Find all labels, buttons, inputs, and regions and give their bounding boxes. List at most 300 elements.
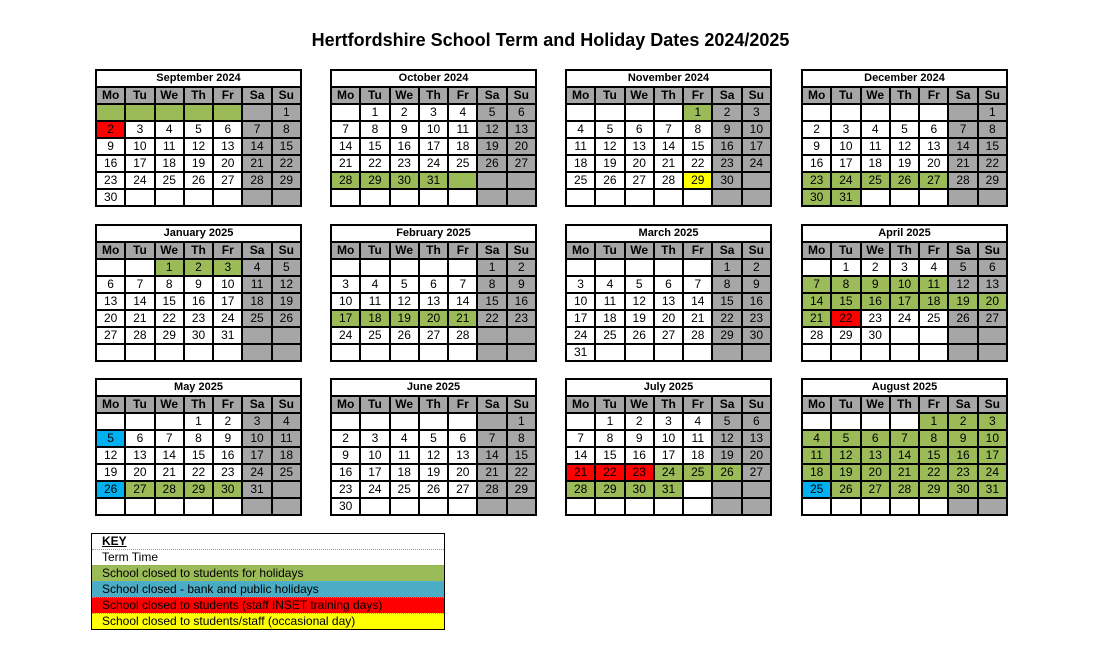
- weekday-header: Th: [891, 397, 918, 412]
- day-cell: 13: [449, 448, 476, 463]
- weekday-header: Th: [185, 243, 212, 258]
- day-cell: 27: [655, 328, 682, 343]
- day-cell: 19: [478, 139, 505, 154]
- weekday-header: Su: [743, 243, 770, 258]
- empty-cell: [949, 499, 976, 514]
- empty-cell: [949, 190, 976, 205]
- empty-cell: [243, 105, 270, 120]
- day-cell: 25: [920, 311, 947, 326]
- day-cell: 24: [832, 173, 859, 188]
- day-cell: 14: [156, 448, 183, 463]
- day-cell: 22: [979, 156, 1006, 171]
- empty-cell: [743, 173, 770, 188]
- day-cell: 2: [626, 414, 653, 429]
- day-cell: 24: [420, 156, 447, 171]
- day-cell: 26: [97, 482, 124, 497]
- empty-cell: [832, 499, 859, 514]
- day-cell: 5: [391, 277, 418, 292]
- day-cell: 18: [803, 465, 830, 480]
- key-item-holidays: School closed to students for holidays: [92, 565, 444, 581]
- empty-cell: [743, 482, 770, 497]
- day-cell: 29: [713, 328, 740, 343]
- day-cell: 26: [420, 482, 447, 497]
- empty-cell: [361, 345, 388, 360]
- weekday-header: Fr: [684, 243, 711, 258]
- day-cell: 12: [626, 294, 653, 309]
- day-cell: 23: [97, 173, 124, 188]
- empty-cell: [449, 260, 476, 275]
- day-cell: 6: [420, 277, 447, 292]
- weekday-header: Tu: [126, 88, 153, 103]
- empty-cell: [596, 105, 623, 120]
- day-cell: 24: [214, 311, 241, 326]
- day-cell: 22: [273, 156, 300, 171]
- day-cell: 12: [596, 139, 623, 154]
- day-cell: 5: [185, 122, 212, 137]
- day-cell: 14: [449, 294, 476, 309]
- day-cell: 14: [126, 294, 153, 309]
- day-cell: 21: [449, 311, 476, 326]
- weekday-header: Sa: [949, 243, 976, 258]
- empty-cell: [449, 190, 476, 205]
- day-cell: 7: [949, 122, 976, 137]
- day-cell: 23: [743, 311, 770, 326]
- day-cell: 8: [713, 277, 740, 292]
- empty-cell: [832, 414, 859, 429]
- day-cell: 1: [920, 414, 947, 429]
- day-cell: 19: [949, 294, 976, 309]
- weekday-header: Sa: [713, 243, 740, 258]
- day-cell: 8: [361, 122, 388, 137]
- day-cell: 1: [508, 414, 535, 429]
- day-cell: 6: [920, 122, 947, 137]
- day-cell: 10: [214, 277, 241, 292]
- weekday-header: Su: [508, 88, 535, 103]
- day-cell: 15: [478, 294, 505, 309]
- weekday-header: Tu: [596, 88, 623, 103]
- day-cell: 9: [862, 277, 889, 292]
- empty-cell: [862, 190, 889, 205]
- month-name: July 2025: [567, 380, 770, 397]
- day-cell: 20: [420, 311, 447, 326]
- day-cell: 22: [713, 311, 740, 326]
- empty-cell: [449, 499, 476, 514]
- day-cell: 8: [508, 431, 535, 446]
- day-cell: 29: [596, 482, 623, 497]
- weekday-header: Mo: [803, 88, 830, 103]
- day-cell: 17: [214, 294, 241, 309]
- day-cell: 1: [478, 260, 505, 275]
- day-cell: 16: [214, 448, 241, 463]
- day-cell: 4: [273, 414, 300, 429]
- day-cell: 16: [949, 448, 976, 463]
- day-cell: 30: [185, 328, 212, 343]
- weekday-header: Sa: [478, 88, 505, 103]
- day-cell: 22: [478, 311, 505, 326]
- day-cell: 2: [862, 260, 889, 275]
- day-cell: 16: [803, 156, 830, 171]
- day-cell: 28: [243, 173, 270, 188]
- day-cell: 19: [891, 156, 918, 171]
- day-cell: 20: [626, 156, 653, 171]
- weekday-header: Tu: [361, 397, 388, 412]
- day-cell: 16: [713, 139, 740, 154]
- empty-cell: [97, 260, 124, 275]
- empty-cell: [655, 190, 682, 205]
- day-cell: 29: [361, 173, 388, 188]
- day-cell: 5: [713, 414, 740, 429]
- day-cell: 10: [361, 448, 388, 463]
- day-cell: 5: [596, 122, 623, 137]
- empty-cell: [361, 414, 388, 429]
- day-cell: 3: [743, 105, 770, 120]
- day-cell: 9: [743, 277, 770, 292]
- day-cell: 30: [97, 190, 124, 205]
- month-name: October 2024: [332, 71, 535, 88]
- month-calendar: [330, 378, 537, 516]
- day-cell: 15: [273, 139, 300, 154]
- day-cell: 13: [214, 139, 241, 154]
- empty-cell: [214, 105, 241, 120]
- day-cell: 29: [979, 173, 1006, 188]
- empty-cell: [156, 414, 183, 429]
- day-cell: 4: [449, 105, 476, 120]
- weekday-header: We: [156, 243, 183, 258]
- empty-cell: [655, 499, 682, 514]
- weekday-header: Mo: [97, 88, 124, 103]
- day-cell: 4: [862, 122, 889, 137]
- day-cell: 27: [979, 311, 1006, 326]
- day-cell: 17: [420, 139, 447, 154]
- day-cell: 19: [185, 156, 212, 171]
- day-cell: 17: [743, 139, 770, 154]
- day-cell: 25: [596, 328, 623, 343]
- empty-cell: [126, 260, 153, 275]
- day-cell: 22: [684, 156, 711, 171]
- month-calendar: [330, 69, 537, 207]
- empty-cell: [891, 345, 918, 360]
- empty-cell: [832, 105, 859, 120]
- day-cell: 9: [626, 431, 653, 446]
- weekday-header: Th: [185, 88, 212, 103]
- day-cell: 10: [832, 139, 859, 154]
- day-cell: 10: [243, 431, 270, 446]
- weekday-header: We: [391, 243, 418, 258]
- day-cell: 27: [97, 328, 124, 343]
- day-cell: 27: [508, 156, 535, 171]
- day-cell: 18: [684, 448, 711, 463]
- day-cell: 18: [273, 448, 300, 463]
- day-cell: 2: [508, 260, 535, 275]
- empty-cell: [655, 260, 682, 275]
- weekday-header: Mo: [332, 88, 359, 103]
- empty-cell: [126, 190, 153, 205]
- day-cell: 3: [655, 414, 682, 429]
- day-cell: 26: [832, 482, 859, 497]
- day-cell: 22: [185, 465, 212, 480]
- weekday-header: Tu: [361, 243, 388, 258]
- empty-cell: [97, 499, 124, 514]
- day-cell: 27: [449, 482, 476, 497]
- day-cell: 31: [832, 190, 859, 205]
- day-cell: 3: [243, 414, 270, 429]
- day-cell: 18: [361, 311, 388, 326]
- day-cell: 2: [214, 414, 241, 429]
- day-cell: 25: [684, 465, 711, 480]
- empty-cell: [949, 105, 976, 120]
- day-cell: 31: [567, 345, 594, 360]
- day-cell: 27: [214, 173, 241, 188]
- day-cell: 18: [243, 294, 270, 309]
- day-cell: 12: [478, 122, 505, 137]
- empty-cell: [979, 328, 1006, 343]
- empty-cell: [185, 345, 212, 360]
- empty-cell: [126, 105, 153, 120]
- day-cell: 21: [156, 465, 183, 480]
- day-cell: 23: [862, 311, 889, 326]
- day-cell: 25: [391, 482, 418, 497]
- day-cell: 28: [949, 173, 976, 188]
- day-cell: 11: [361, 294, 388, 309]
- weekday-header: Mo: [332, 243, 359, 258]
- weekday-header: Fr: [920, 397, 947, 412]
- day-cell: 20: [979, 294, 1006, 309]
- day-cell: 11: [596, 294, 623, 309]
- weekday-header: Su: [743, 397, 770, 412]
- day-cell: 14: [803, 294, 830, 309]
- day-cell: 8: [185, 431, 212, 446]
- day-cell: 29: [508, 482, 535, 497]
- month-name: August 2025: [803, 380, 1006, 397]
- day-cell: 31: [979, 482, 1006, 497]
- day-cell: 6: [626, 122, 653, 137]
- key-heading: KEY: [102, 534, 127, 548]
- day-cell: 1: [832, 260, 859, 275]
- empty-cell: [185, 105, 212, 120]
- day-cell: 29: [185, 482, 212, 497]
- weekday-header: Sa: [478, 243, 505, 258]
- day-cell: 1: [979, 105, 1006, 120]
- day-cell: 16: [862, 294, 889, 309]
- empty-cell: [508, 190, 535, 205]
- empty-cell: [743, 190, 770, 205]
- day-cell: 5: [420, 431, 447, 446]
- day-cell: 7: [156, 431, 183, 446]
- day-cell: 4: [684, 414, 711, 429]
- day-cell: 10: [126, 139, 153, 154]
- weekday-header: Sa: [478, 397, 505, 412]
- day-cell: 13: [126, 448, 153, 463]
- day-cell: 22: [156, 311, 183, 326]
- day-cell: 23: [713, 156, 740, 171]
- empty-cell: [920, 345, 947, 360]
- day-cell: 21: [126, 311, 153, 326]
- day-cell: 17: [655, 448, 682, 463]
- day-cell: 24: [891, 311, 918, 326]
- weekday-header: Mo: [567, 88, 594, 103]
- month-calendar: [565, 224, 772, 362]
- day-cell: 12: [713, 431, 740, 446]
- day-cell: 3: [126, 122, 153, 137]
- day-cell: 7: [332, 122, 359, 137]
- weekday-header: Th: [655, 88, 682, 103]
- day-cell: 6: [126, 431, 153, 446]
- empty-cell: [332, 414, 359, 429]
- empty-cell: [508, 345, 535, 360]
- day-cell: 2: [713, 105, 740, 120]
- weekday-header: Sa: [949, 397, 976, 412]
- empty-cell: [803, 499, 830, 514]
- day-cell: 28: [126, 328, 153, 343]
- day-cell: 26: [949, 311, 976, 326]
- empty-cell: [449, 345, 476, 360]
- day-cell: 7: [684, 277, 711, 292]
- day-cell: 6: [743, 414, 770, 429]
- day-cell: 7: [891, 431, 918, 446]
- empty-cell: [185, 499, 212, 514]
- day-cell: 12: [273, 277, 300, 292]
- month-calendar: [565, 69, 772, 207]
- day-cell: 13: [920, 139, 947, 154]
- empty-cell: [891, 190, 918, 205]
- day-cell: 25: [243, 311, 270, 326]
- day-cell: 3: [567, 277, 594, 292]
- day-cell: 14: [332, 139, 359, 154]
- weekday-header: We: [391, 88, 418, 103]
- weekday-header: Sa: [243, 243, 270, 258]
- month-calendar: [801, 378, 1008, 516]
- weekday-header: Th: [891, 243, 918, 258]
- day-cell: 26: [273, 311, 300, 326]
- day-cell: 8: [684, 122, 711, 137]
- day-cell: 9: [508, 277, 535, 292]
- day-cell: 28: [655, 173, 682, 188]
- day-cell: 15: [684, 139, 711, 154]
- weekday-header: Th: [420, 397, 447, 412]
- empty-cell: [97, 105, 124, 120]
- empty-cell: [508, 499, 535, 514]
- day-cell: 23: [626, 465, 653, 480]
- empty-cell: [596, 345, 623, 360]
- empty-cell: [391, 499, 418, 514]
- day-cell: 17: [832, 156, 859, 171]
- weekday-header: Su: [508, 397, 535, 412]
- day-cell: 14: [684, 294, 711, 309]
- empty-cell: [862, 105, 889, 120]
- day-cell: 26: [891, 173, 918, 188]
- day-cell: 20: [920, 156, 947, 171]
- day-cell: 22: [508, 465, 535, 480]
- weekday-header: Mo: [567, 397, 594, 412]
- empty-cell: [979, 190, 1006, 205]
- day-cell: 28: [332, 173, 359, 188]
- day-cell: 24: [361, 482, 388, 497]
- empty-cell: [626, 190, 653, 205]
- day-cell: 14: [891, 448, 918, 463]
- day-cell: 11: [391, 448, 418, 463]
- day-cell: 31: [655, 482, 682, 497]
- day-cell: 23: [185, 311, 212, 326]
- empty-cell: [420, 499, 447, 514]
- day-cell: 25: [567, 173, 594, 188]
- day-cell: 5: [949, 260, 976, 275]
- weekday-header: We: [626, 88, 653, 103]
- empty-cell: [478, 499, 505, 514]
- day-cell: 28: [478, 482, 505, 497]
- month-name: January 2025: [97, 226, 300, 243]
- key-item-term-time: Term Time: [92, 549, 444, 565]
- day-cell: 30: [626, 482, 653, 497]
- day-cell: 27: [862, 482, 889, 497]
- day-cell: 21: [891, 465, 918, 480]
- empty-cell: [920, 499, 947, 514]
- empty-cell: [97, 414, 124, 429]
- day-cell: 16: [97, 156, 124, 171]
- empty-cell: [684, 190, 711, 205]
- empty-cell: [478, 345, 505, 360]
- day-cell: 6: [214, 122, 241, 137]
- day-cell: 7: [655, 122, 682, 137]
- weekday-header: Sa: [243, 88, 270, 103]
- empty-cell: [567, 105, 594, 120]
- day-cell: 29: [273, 173, 300, 188]
- weekday-header: Fr: [920, 243, 947, 258]
- day-cell: 11: [449, 122, 476, 137]
- weekday-header: We: [862, 243, 889, 258]
- weekday-header: We: [156, 397, 183, 412]
- day-cell: 25: [361, 328, 388, 343]
- month-name: March 2025: [567, 226, 770, 243]
- day-cell: 15: [361, 139, 388, 154]
- day-cell: 6: [449, 431, 476, 446]
- day-cell: 23: [508, 311, 535, 326]
- empty-cell: [626, 499, 653, 514]
- day-cell: 19: [626, 311, 653, 326]
- empty-cell: [214, 190, 241, 205]
- empty-cell: [185, 190, 212, 205]
- weekday-header: Tu: [361, 88, 388, 103]
- day-cell: 15: [979, 139, 1006, 154]
- weekday-header: Mo: [332, 397, 359, 412]
- empty-cell: [713, 190, 740, 205]
- key-item-bank-holidays: School closed - bank and public holidays: [92, 581, 444, 597]
- empty-cell: [156, 345, 183, 360]
- day-cell: 19: [420, 465, 447, 480]
- empty-cell: [684, 482, 711, 497]
- day-cell: 7: [478, 431, 505, 446]
- day-cell: 10: [420, 122, 447, 137]
- day-cell: 28: [684, 328, 711, 343]
- weekday-header: Fr: [920, 88, 947, 103]
- weekday-header: Fr: [214, 88, 241, 103]
- day-cell: 21: [332, 156, 359, 171]
- day-cell: 12: [420, 448, 447, 463]
- weekday-header: Su: [743, 88, 770, 103]
- weekday-header: Th: [185, 397, 212, 412]
- empty-cell: [655, 105, 682, 120]
- day-cell: 18: [920, 294, 947, 309]
- weekday-header: Tu: [832, 88, 859, 103]
- weekday-header: We: [156, 88, 183, 103]
- empty-cell: [891, 499, 918, 514]
- weekday-header: We: [391, 397, 418, 412]
- day-cell: 9: [949, 431, 976, 446]
- day-cell: 3: [891, 260, 918, 275]
- weekday-header: Fr: [684, 88, 711, 103]
- day-cell: 11: [862, 139, 889, 154]
- weekday-header: Su: [273, 397, 300, 412]
- empty-cell: [361, 190, 388, 205]
